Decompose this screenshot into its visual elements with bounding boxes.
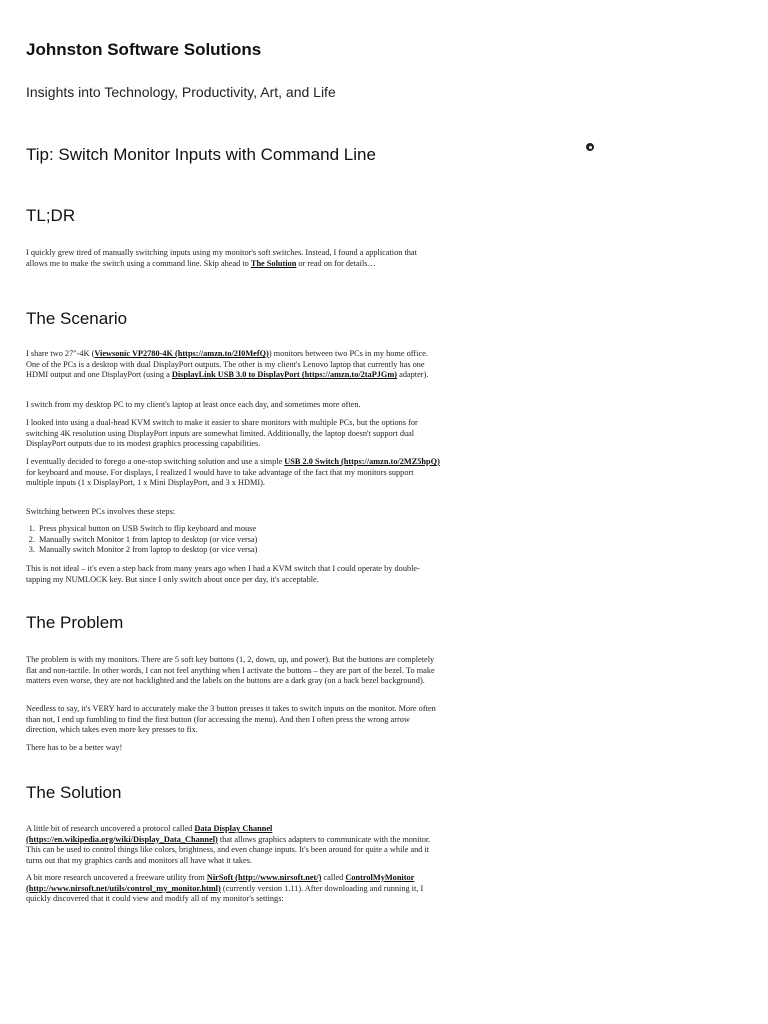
paragraph-solution-2: A bit more research uncovered a freeware utility from NirSoft (http://www.nirsoft.net/) called ControlMyMonitor (http://www.nirsoft.net/utils/control_my_monitor.html) (currently version 1.11). After downloading and running it, I quickly discovered that it could view and modify all of my monitor's settings: xyxy=(26,873,424,904)
paragraph-scenario-4: I eventually decided to forego a one-stop switching solution and use a simple USB 2.0 Switch (https://amzn.to/2MZ5hpQ) for keyboard and mouse. For displays, I realized I would have to take advantage of the fact that my monitors support multiple inputs (1 x DisplayPort, 1 x Mini DisplayPort, and 3 x HDMI). xyxy=(26,457,440,488)
link-viewsonic-monitor[interactable]: Viewsonic VP2780-4K (https://amzn.to/2I0MefQ) xyxy=(94,349,269,358)
link-nirsoft[interactable]: NirSoft (http://www.nirsoft.net/) xyxy=(206,873,322,882)
heading-solution: The Solution xyxy=(26,783,122,802)
heading-tldr: TL;DR xyxy=(26,206,76,225)
paragraph-scenario-3: I looked into using a dual-head KVM switch to make it easier to share monitors with multiple PCs, but the options for switching 4K resolution using DisplayPort inputs are somewhat limited. Additionally, the laptop doesn't support dual DisplayPort outputs due to its modest graphics processing capabilities. xyxy=(26,418,418,449)
list-item: 2. Manually switch Monitor 1 from laptop to desktop (or vice versa) xyxy=(37,535,451,546)
list-item: 3. Manually switch Monitor 2 from laptop to desktop (or vice versa) xyxy=(37,545,451,556)
heading-scenario: The Scenario xyxy=(26,309,128,328)
paragraph-tldr: I quickly grew tired of manually switching inputs using my monitor's soft switches. Instead, I found a application that allows me to make the switch using a command line. Skip ahead to The Solution or read on for details… xyxy=(26,248,417,268)
post-title: Tip: Switch Monitor Inputs with Command Line xyxy=(26,145,376,164)
link-usb-switch[interactable]: USB 2.0 Switch (https://amzn.to/2MZ5hpQ) xyxy=(284,457,440,466)
paragraph-problem-1: The problem is with my monitors. There are 5 soft key buttons (1, 2, down, up, and power). But the buttons are completely flat and non-tactile. In other words, I can not feel anything when I activate the buttons – they are part of the bezel. To make matters even worse, they are not backlighted and the labels on the buttons are a dark gray (on a back bezel background). xyxy=(26,655,435,686)
link-controlmymonitor[interactable]: ControlMyMonitor (http://www.nirsoft.net/utils/control_my_monitor.html) xyxy=(26,873,415,893)
paragraph-problem-3: There has to be a better way! xyxy=(26,743,123,752)
pinterest-icon[interactable] xyxy=(586,143,594,151)
paragraph-problem-2: Needless to say, it's VERY hard to accurately make the 3 button presses it takes to switch inputs on the monitor. More often than not, I end up fumbling to find the first button (for accessing the menu). And then I often press the wrong arrow direction, which takes even more key presses to fix. xyxy=(26,704,436,735)
site-tagline: Insights into Technology, Productivity, Art, and Life xyxy=(26,84,336,100)
paragraph-scenario-2: I switch from my desktop PC to my client's laptop at least once each day, and sometimes more often. xyxy=(26,400,361,409)
link-the-solution[interactable]: The Solution xyxy=(250,258,297,268)
paragraph-scenario-6: This is not ideal – it's even a step back from many years ago when I had a KVM switch that I could operate by double-tapping my NUMLOCK key. But since I only switch about once per day, it's acceptable. xyxy=(26,564,420,584)
paragraph-solution-1: A little bit of research uncovered a protocol called Data Display Channel (https://en.wikipedia.org/wiki/Display_Data_Channel) that allows graphics adapters to communicate with the monitor. This can be used to control things like colors, brightness, and even change inputs. It's been around for quite a while and it turns out that my graphics cards and monitors all have what it takes. xyxy=(26,824,431,866)
paragraph-scenario-5: Switching between PCs involves these steps: xyxy=(26,507,176,516)
switching-steps-list xyxy=(26,524,451,556)
site-title[interactable]: Johnston Software Solutions xyxy=(26,40,262,59)
link-displaylink-adapter[interactable]: DisplayLink USB 3.0 to DisplayPort (https://amzn.to/2taPJGm) xyxy=(171,370,398,380)
link-data-display-channel[interactable]: Data Display Channel (https://en.wikipedia.org/wiki/Display_Data_Channel) xyxy=(26,824,273,844)
list-item: 1. Press physical button on USB Switch to flip keyboard and mouse xyxy=(37,524,451,535)
heading-problem: The Problem xyxy=(26,613,124,632)
paragraph-scenario-1: I share two 27"-4K (Viewsonic VP2780-4K (https://amzn.to/2I0MefQ)) monitors between two PCs in my home office. One of the PCs is a desktop with dual DisplayPort outputs. The other is my client's Lenovo laptop that currently has one HDMI output and one DisplayPort (using a DisplayLink USB 3.0 to DisplayPort (https://amzn.to/2taPJGm) adapter). xyxy=(26,349,429,380)
